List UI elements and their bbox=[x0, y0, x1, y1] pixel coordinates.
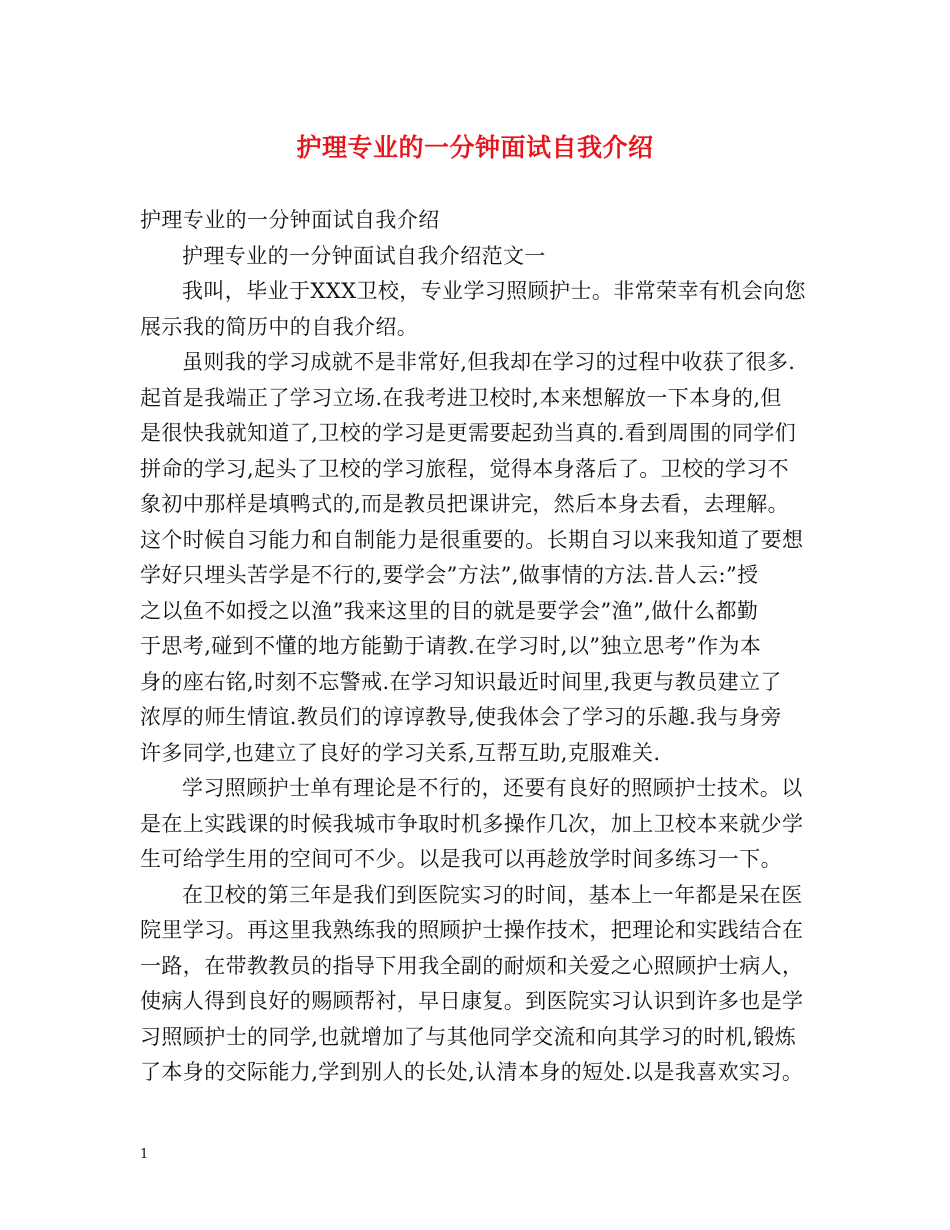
page-number: 1 bbox=[140, 1147, 149, 1162]
paragraph-line: 拼命的学习,起头了卫校的学习旅程，觉得本身落后了。卫校的学习不 bbox=[140, 456, 790, 481]
paragraph-line: 浓厚的师生情谊.教员们的谆谆教导,使我体会了学习的乐趣.我与身旁 bbox=[140, 705, 782, 729]
paragraph-line: 在卫校的第三年是我们到医院实习的时间，基本上一年都是呆在医 bbox=[182, 882, 803, 907]
paragraph-line: 使病人得到良好的赐顾帮衬，早日康复。到医院实习认识到许多也是学 bbox=[140, 989, 804, 1013]
paragraph-line: 身的座右铭,时刻不忘警戒.在学习知识最近时间里,我更与教员建立了 bbox=[140, 669, 782, 694]
page-title: 护理专业的一分钟面试自我介绍 bbox=[296, 133, 654, 162]
paragraph-line: 展示我的简历中的自我介绍。 bbox=[140, 314, 419, 339]
document-body bbox=[140, 203, 828, 1091]
subheading-line: 护理专业的一分钟面试自我介绍范文一 bbox=[182, 243, 546, 268]
paragraph-line: 生可给学生用的空间可不少。以是我可以再趁放学时间多练习一下。 bbox=[140, 847, 782, 871]
paragraph-line: 虽则我的学习成就不是非常好,但我却在学习的过程中收获了很多. bbox=[182, 350, 796, 374]
paragraph-line: 院里学习。再这里我熟练我的照顾护士操作技术，把理论和实践结合在 bbox=[140, 918, 804, 942]
paragraph-line: 这个时候自习能力和自制能力是很重要的。长期自习以来我知道了要想 bbox=[140, 527, 804, 552]
paragraph-line: 一路，在带教教员的指导下用我全副的耐烦和关爱之心照顾护士病人， bbox=[140, 953, 804, 978]
paragraph-line: 是在上实践课的时候我城市争取时机多操作几次，加上卫校本来就少学 bbox=[140, 811, 804, 836]
paragraph-line: 了本身的交际能力,学到别人的长处,认清本身的短处.以是我喜欢实习。 bbox=[140, 1060, 804, 1084]
paragraph-line: 许多同学,也建立了良好的学习关系,互帮互助,克服难关. bbox=[140, 740, 661, 765]
paragraph-line: 起首是我端正了学习立场.在我考进卫校时,本来想解放一下本身的,但 bbox=[140, 385, 782, 410]
paragraph-line: 学好只埋头苦学是不行的,要学会”方法”,做事情的方法.昔人云:”授 bbox=[140, 563, 759, 587]
heading-line: 护理专业的一分钟面试自我介绍 bbox=[140, 208, 440, 232]
paragraph-line: 于思考,碰到不懂的地方能勤于请教.在学习时,以”独立思考”作为本 bbox=[140, 634, 762, 658]
paragraph-line: 学习照顾护士单有理论是不行的，还要有良好的照顾护士技术。以 bbox=[182, 776, 803, 800]
paragraph-line: 之以鱼不如授之以渔”我来这里的目的就是要学会”渔”,做什么都勤 bbox=[140, 598, 759, 623]
paragraph-line: 象初中那样是填鸭式的,而是教员把课讲完，然后本身去看，去理解。 bbox=[140, 492, 790, 516]
paragraph-line: 是很快我就知道了,卫校的学习是更需要起劲当真的.看到周围的同学们 bbox=[140, 421, 797, 445]
paragraph-line: 我叫，毕业于XXX卫校，专业学习照顾护士。非常荣幸有机会向您 bbox=[182, 279, 806, 303]
paragraph-line: 习照顾护士的同学,也就增加了与其他同学交流和向其学习的时机,锻炼 bbox=[140, 1024, 797, 1049]
